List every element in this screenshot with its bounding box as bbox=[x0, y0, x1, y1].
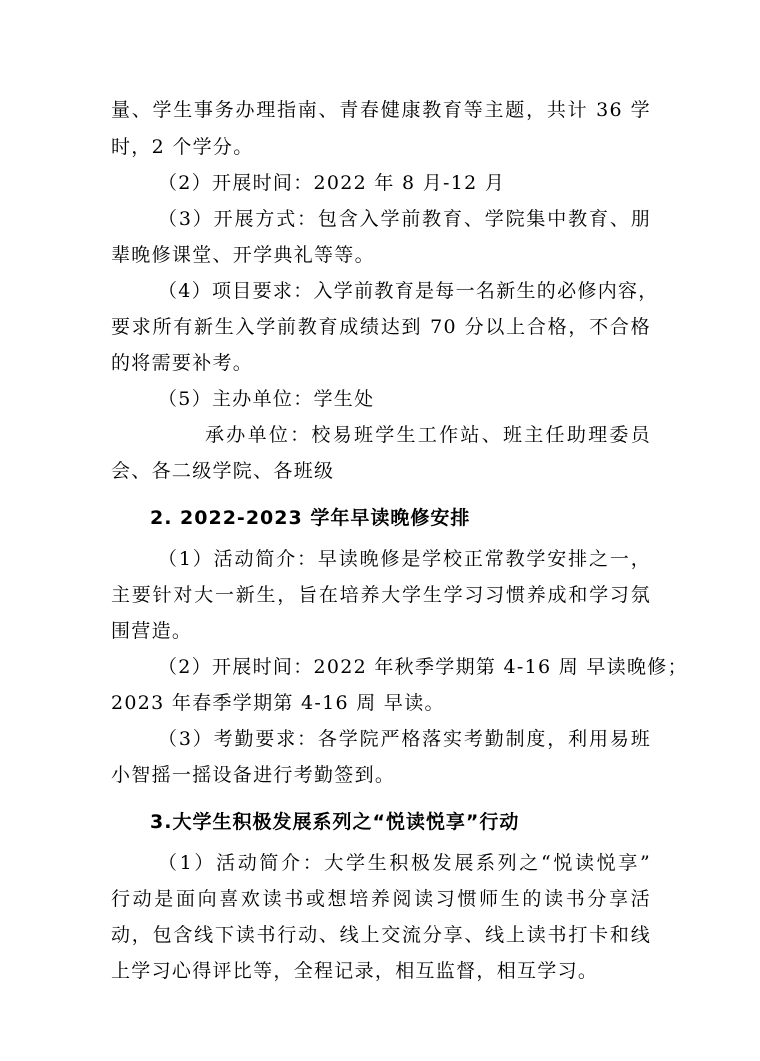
text-line: （4）项目要求：入学前教育是每一名新生的必修内容， bbox=[158, 280, 659, 302]
text-line: 要求所有新生入学前教育成绩达到 70 分以上合格，不合格 bbox=[111, 316, 651, 338]
text-line: 的将需要补考。 bbox=[111, 352, 254, 374]
text-line: （1）活动简介：大学生积极发展系列之“悦读悦享” bbox=[158, 852, 651, 874]
text-line: 时，2 个学分。 bbox=[111, 136, 254, 158]
text-line: 主要针对大一新生，旨在培养大学生学习习惯养成和学习氛 bbox=[111, 584, 651, 606]
text-line: （2）开展时间：2022 年秋季学期第 4-16 周 早读晚修； bbox=[158, 656, 688, 678]
section-heading: 2. 2022-2023 学年早读晚修安排 bbox=[150, 507, 471, 529]
text-line: 2023 年春季学期第 4-16 周 早读。 bbox=[111, 692, 445, 714]
text-line: （2）开展时间：2022 年 8 月-12 月 bbox=[158, 172, 506, 194]
text-line: 上学习心得评比等，全程记录，相互监督，相互学习。 bbox=[111, 960, 599, 982]
text-line: （1）活动简介：早读晚修是学校正常教学安排之一， bbox=[158, 548, 651, 570]
text-line: 量、学生事务办理指南、青春健康教育等主题，共计 36 学 bbox=[111, 99, 651, 121]
text-line: 承办单位：校易班学生工作站、班主任助理委员 bbox=[205, 424, 651, 446]
text-line: 会、各二级学院、各班级 bbox=[111, 460, 335, 482]
text-line: （3）考勤要求：各学院严格落实考勤制度，利用易班 bbox=[158, 728, 651, 750]
text-line: 动，包含线下读书行动、线上交流分享、线上读书打卡和线 bbox=[111, 924, 651, 946]
text-line: 行动是面向喜欢读书或想培养阅读习惯师生的读书分享活 bbox=[111, 888, 651, 910]
text-line: （3）开展方式：包含入学前教育、学院集中教育、朋 bbox=[158, 208, 651, 230]
text-line: （5）主办单位：学生处 bbox=[158, 388, 375, 410]
text-line: 辈晚修课堂、开学典礼等等。 bbox=[111, 244, 375, 266]
text-line: 小智摇一摇设备进行考勤签到。 bbox=[111, 764, 396, 786]
text-line: 围营造。 bbox=[111, 620, 193, 642]
section-heading: 3.大学生积极发展系列之“悦读悦享”行动 bbox=[150, 811, 520, 833]
